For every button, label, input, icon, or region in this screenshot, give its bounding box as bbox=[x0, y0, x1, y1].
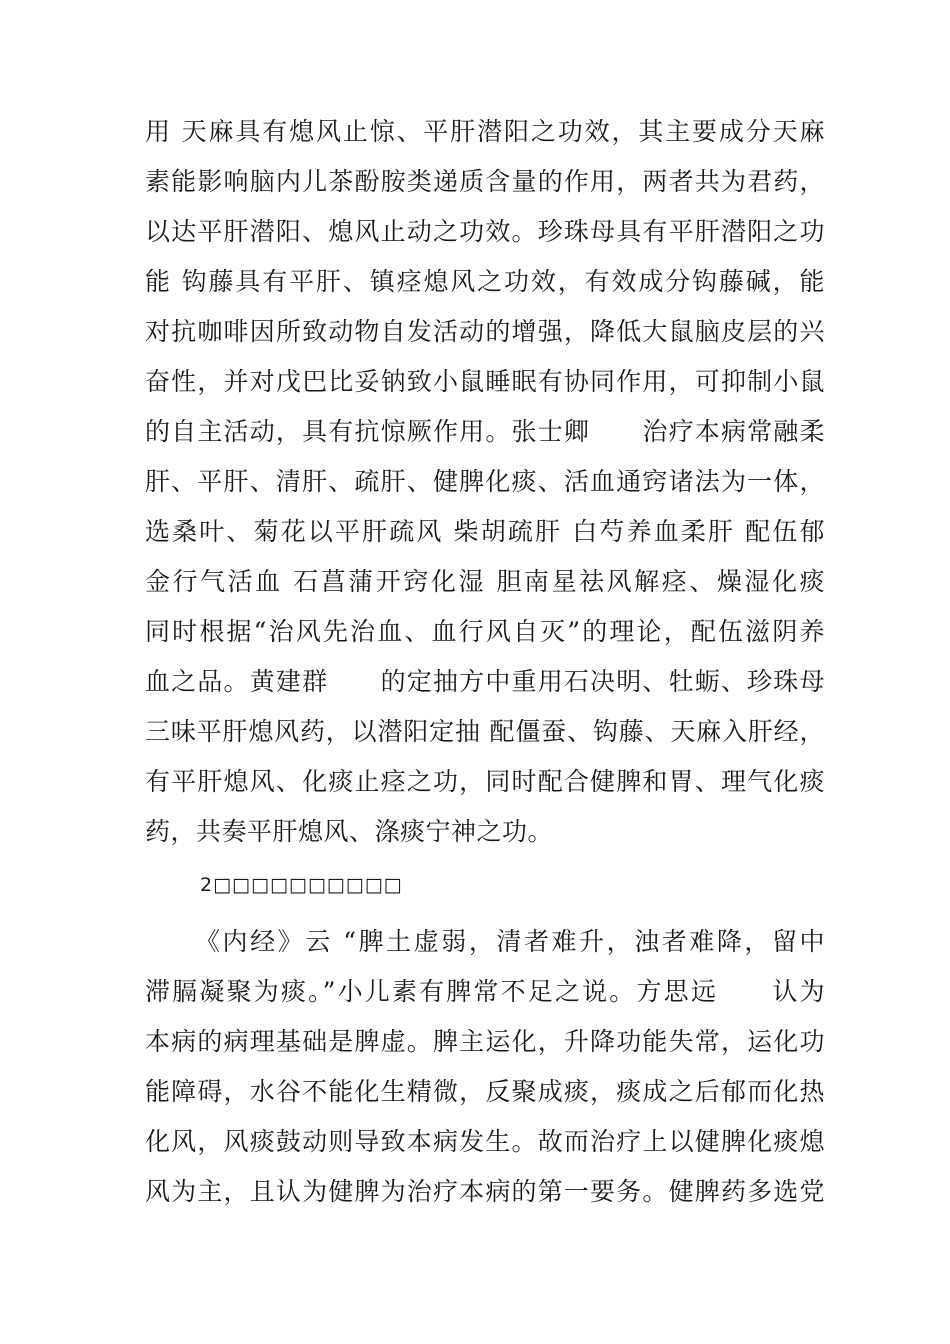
paragraph-1-line: 素能影响脑内儿茶酚胺类递质含量的作用，两者共为君药， bbox=[145, 167, 825, 196]
paragraph-1-line: 用 天麻具有熄风止惊、平肝潜阳之功效，其主要成分天麻 bbox=[145, 117, 825, 146]
section-heading: 2□□□□□□□□□□ bbox=[200, 874, 403, 896]
paragraph-1-line: 的自主活动，具有抗惊厥作用。张士卿 治疗本病常融柔 bbox=[145, 417, 825, 446]
paragraph-2-line: 能障碍，水谷不能化生精微，反聚成痰，痰成之后郁而化热 bbox=[145, 1077, 825, 1106]
paragraph-1-line: 能 钩藤具有平肝、镇痉熄风之功效，有效成分钩藤碱，能 bbox=[145, 267, 825, 296]
paragraph-1-line: 血之品。黄建群 的定抽方中重用石决明、牡蛎、珍珠母 bbox=[145, 667, 825, 696]
paragraph-2-line: 滞膈凝聚为痰。”小儿素有脾常不足之说。方思远 认为 bbox=[145, 977, 825, 1006]
paragraph-2-line: 《内经》云 “脾土虚弱，清者难升，浊者难降，留中 bbox=[195, 927, 825, 956]
paragraph-1-line: 三味平肝熄风药，以潜阳定抽 配僵蚕、钩藤、天麻入肝经， bbox=[145, 717, 825, 746]
paragraph-2-line: 本病的病理基础是脾虚。脾主运化，升降功能失常，运化功 bbox=[145, 1027, 825, 1056]
paragraph-2-line: 风为主，且认为健脾为治疗本病的第一要务。健脾药多选党 bbox=[145, 1177, 825, 1206]
paragraph-1-line: 对抗咖啡因所致动物自发活动的增强，降低大鼠脑皮层的兴 bbox=[145, 317, 825, 346]
paragraph-1-line: 以达平肝潜阳、熄风止动之功效。珍珠母具有平肝潜阳之功 bbox=[145, 217, 825, 246]
paragraph-1-line: 选桑叶、菊花以平肝疏风 柴胡疏肝 白芍养血柔肝 配伍郁 bbox=[145, 517, 825, 546]
paragraph-1-line: 肝、平肝、清肝、疏肝、健脾化痰、活血通窍诸法为一体， bbox=[145, 467, 825, 496]
paragraph-1-line: 金行气活血 石菖蒲开窍化湿 胆南星祛风解痉、燥湿化痰 bbox=[145, 567, 825, 596]
paragraph-1-line: 同时根据“治风先治血、血行风自灭”的理论，配伍滋阴养 bbox=[145, 617, 825, 646]
paragraph-1-line: 药，共奏平肝熄风、涤痰宁神之功。 bbox=[145, 817, 554, 846]
paragraph-1-line: 有平肝熄风、化痰止痉之功，同时配合健脾和胃、理气化痰 bbox=[145, 767, 825, 796]
paragraph-2-line: 化风，风痰鼓动则导致本病发生。故而治疗上以健脾化痰熄 bbox=[145, 1127, 825, 1156]
paragraph-1-line: 奋性，并对戊巴比妥钠致小鼠睡眠有协同作用，可抑制小鼠 bbox=[145, 367, 825, 396]
